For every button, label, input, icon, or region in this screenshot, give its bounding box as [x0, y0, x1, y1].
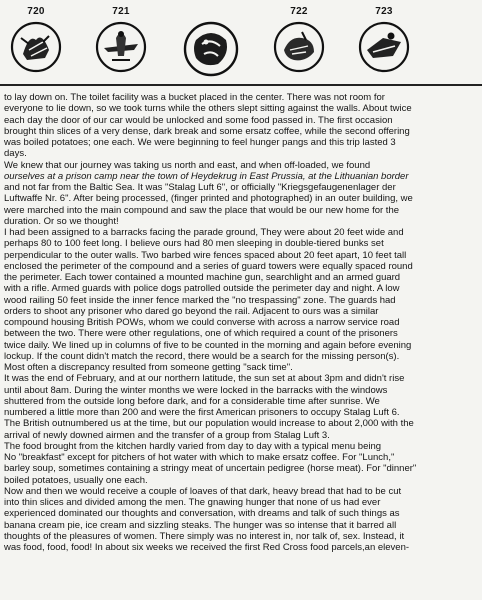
- text-line: twice daily. We lined up in columns of five to be counted in the morning and again before evening: [4, 339, 412, 351]
- paragraph: [4, 486, 478, 554]
- badge-number: 722: [290, 6, 308, 17]
- text-line: orders to shoot any prisoner who dared go beyond the rail. Adjacent to ours was a similar: [4, 305, 379, 317]
- memoir-text: [4, 92, 478, 553]
- text-line: thoughts of the pleasures of women. There simply was no interest in, nor talk of, sex. Instead, it: [4, 530, 405, 542]
- text-line: compound housing British POWs, whom we could converse with across a narrow service road: [4, 317, 400, 328]
- badge-723: [355, 6, 413, 74]
- text-line: was boiled potatoes; one each. We were beginning to feel hunger pangs and this trip lasted 3: [4, 137, 396, 148]
- text-line: between the two. There were other regulations, one of which required a count of the prisoners: [4, 328, 398, 340]
- text-line: duration. Or so we thought!: [4, 215, 119, 227]
- text-line: It was the end of February, and at our northern latitude, the sun set at about 3pm and didn't rise: [4, 373, 405, 385]
- text-line: to lay down on. The toilet facility was a bucket placed in the center. There was not room for: [4, 92, 385, 103]
- paragraph: [4, 227, 478, 373]
- text-line: No "breakfast" except for pitchers of hot water with which to make ersatz coffee. For "Lunch,": [4, 452, 395, 463]
- paragraph: [4, 441, 478, 486]
- text-line: experienced dominated our thoughts and conversation, with dreams and talk of such things as: [4, 508, 400, 520]
- paragraph: [4, 373, 478, 441]
- squadron-emblem-icon: [182, 20, 240, 78]
- text-line: barley soup, sometimes containing a stringy meat of uncertain pedigree (horse meat). For "dinner": [4, 463, 417, 475]
- squadron-emblem-icon: [94, 20, 148, 74]
- squadron-badge-strip: [0, 0, 482, 82]
- text-line: I had been assigned to a barracks facing the parade ground, They were about 20 feet wide and: [4, 227, 404, 238]
- text-line: lockup. If the count didn't match the record, there would be a search for the missing person(s).: [4, 350, 400, 362]
- badge-721: [92, 6, 150, 74]
- text-line: The British outnumbered us at the time, but our population would increase to about 2,000 with the: [4, 418, 414, 430]
- badge-722: [270, 6, 328, 74]
- text-line: Most often a discrepancy resulted from someone getting "sack time".: [4, 362, 293, 373]
- text-line: numbered a little more than 200 and were the first American prisoners to occupy Stalag Luft 6.: [4, 407, 400, 418]
- text-line: arrival of newly downed airmen and the transfer of a group from Stalag Luft 3.: [4, 429, 330, 441]
- text-line: shuttered from the outside long before dark, and for a considerable time after sunrise. We: [4, 395, 380, 407]
- text-line: days.: [4, 148, 27, 160]
- text-line: perhaps 80 to 100 feet long. I believe ours had 80 men sleeping in double-tiered bunks set: [4, 238, 384, 250]
- text-line: with a rifle. Armed guards with police dogs patrolled outside the perimeter day and night. A low: [4, 283, 400, 295]
- text-line: Luftwaffe Nr. 6". After being processed, (finger printed and photographed) in an outer building, we: [4, 193, 413, 205]
- text-line: brought thin slices of a very dense, dark break and some ersatz coffee, while the second offering: [4, 125, 410, 137]
- badge-number: 720: [27, 6, 45, 17]
- text-line: was food, food, food! In about six weeks we received the first Red Cross food parcels,an eleven-: [4, 542, 410, 553]
- text-line: The food brought from the kitchen hardly varied from day to day with a typical menu being: [4, 440, 382, 452]
- header-divider: [0, 84, 482, 86]
- text-line: Now and then we would receive a couple of loaves of that dark, heavy bread that had to be cut: [4, 485, 402, 497]
- squadron-emblem-icon: [357, 20, 411, 74]
- squadron-emblem-icon: [272, 20, 326, 74]
- text-line: until about 8am. During the winter months we were locked in the barracks with the windows: [4, 384, 388, 396]
- badge-unnumbered: [182, 6, 240, 78]
- text-line: boiled potatoes, usually one each.: [4, 474, 148, 486]
- text-line: banana cream pie, ice cream and sizzling steaks. The hunger was so intense that it barred all: [4, 519, 397, 531]
- badge-number: [182, 6, 240, 18]
- text-line: wood railing 50 feet inside the inner fence marked the "no trespassing" zone. The guards had: [4, 294, 396, 306]
- badge-number: 723: [375, 6, 393, 17]
- paragraph: [4, 160, 478, 228]
- text-line: were marched into the main compound and saw the place that would be our new home for the: [4, 204, 400, 216]
- text-line: perpendicular to the outer walls. Two barbed wire fences spaced about 20 feet apart, 10 feet tall: [4, 249, 407, 261]
- text-line: everyone to lie down, so we took turns while the others slept sitting against the walls. About twice: [4, 103, 412, 115]
- badge-720: [7, 6, 65, 74]
- paragraph: [4, 92, 478, 160]
- text-line: We knew that our journey was taking us north and east, and when off-loaded, we found: [4, 159, 371, 171]
- badge-number: 721: [112, 6, 130, 17]
- text-line: into thin slices and divided among the men. The gnawing hunger that none of us had ever: [4, 497, 381, 508]
- text-line: and not far from the Baltic Sea. It was "Stalag Luft 6", or officially "Kriegsgefaugenenlager der: [4, 182, 396, 193]
- text-line: the perimeter. Each tower contained a mounted machine gun, searchlight and an armed guard: [4, 272, 401, 283]
- squadron-emblem-icon: [9, 20, 63, 74]
- text-line: enclosed the perimeter of the compound and a series of guard towers were equally spaced round: [4, 260, 413, 272]
- text-line: ourselves at a prison camp near the town of Heydekrug in East Prussia, at the Lithuanian border: [4, 170, 409, 182]
- text-line: each day the door of our car would be unlocked and some food passed in. The first occasion: [4, 114, 393, 126]
